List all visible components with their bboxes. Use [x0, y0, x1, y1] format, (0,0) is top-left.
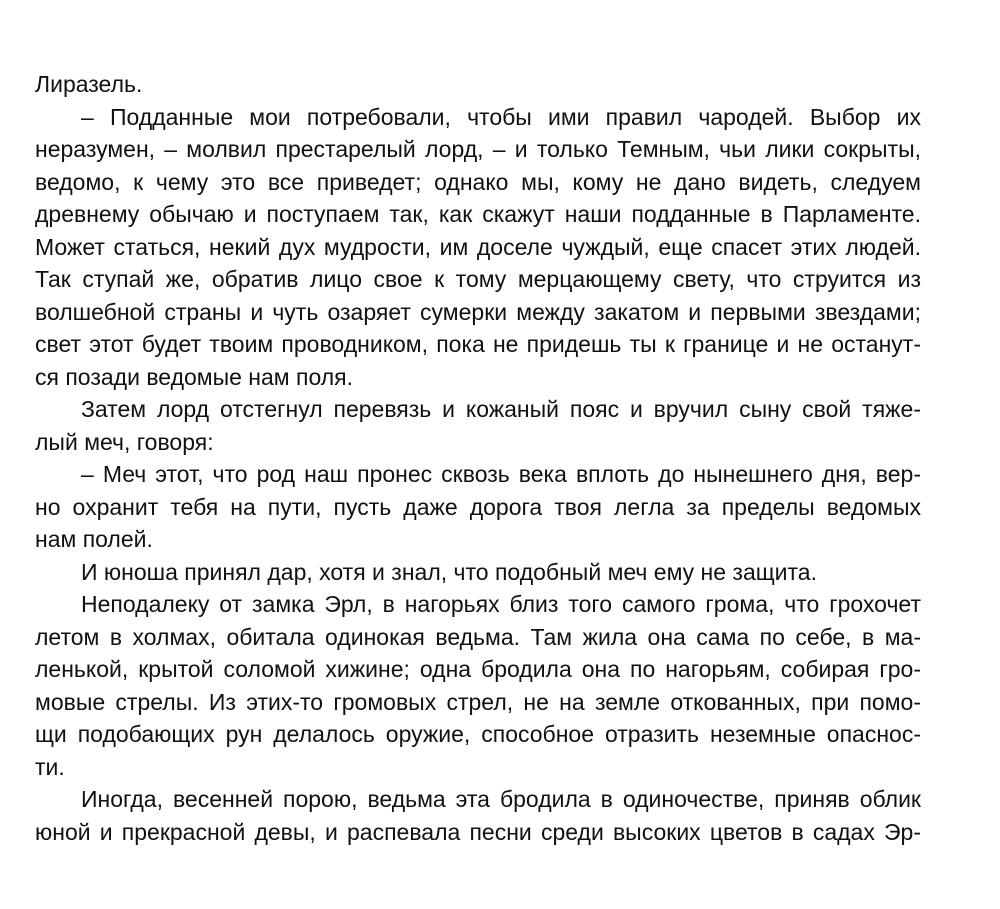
text-line: неразумен, – молвил престарелый лорд, – и только Темным, чьи лики сокрыты,: [35, 136, 921, 162]
text-line: Иногда, весенней порою, ведьма эта бродила в одиночестве, приняв облик: [81, 786, 921, 812]
text-line: – Подданные мои потребовали, чтобы ими правил чародей. Выбор их: [81, 103, 921, 130]
paragraph-lord-speech: [35, 101, 921, 394]
paragraph-lirazel-end: [35, 68, 921, 101]
text-line: ленькой, крытой соломой хижине; одна бродила она по нагорьям, собирая гро-: [35, 656, 921, 682]
paragraph-sword-speech: [35, 458, 921, 556]
text-line: мовые стрелы. Из этих-то громовых стрел, не на земле откованных, при помо-: [35, 688, 921, 715]
text-line: ведомо, к чему это все приведет; однако мы, кому не дано видеть, следуем: [35, 168, 921, 195]
text-line: Неподалеку от замка Эрл, в нагорьях близ того самого грома, что грохочет: [81, 591, 921, 617]
text-line: но охранит тебя на пути, пусть даже дорога твоя легла за пределы ведомых: [35, 493, 921, 520]
text-line: ти.: [35, 753, 65, 780]
book-page: [35, 68, 921, 848]
text-line: лый меч, говоря:: [35, 428, 214, 455]
text-line: Затем лорд отстегнул перевязь и кожаный пояс и вручил сыну свой тяже-: [81, 396, 921, 422]
text-line: юной и прекрасной девы, и распевала песни среди высоких цветов в садах Эр-: [35, 818, 921, 845]
text-line: Так ступай же, обратив лицо свое к тому мерцающему свету, что струится из: [35, 266, 921, 292]
text-line: Лиразель.: [35, 71, 143, 97]
text-line: нам полей.: [35, 526, 153, 552]
text-line: И юноша принял дар, хотя и знал, что подобный меч ему не защита.: [81, 558, 817, 585]
paragraph-youth-accepted: [35, 556, 921, 589]
paragraph-sword-gift: [35, 393, 921, 458]
text-line: древнему обычаю и поступаем так, как скажут наши подданные в Парламенте.: [35, 201, 921, 227]
paragraph-witch-spring: [35, 783, 921, 848]
text-line: свет этот будет твоим проводником, пока не придешь ты к границе и не останут-: [35, 331, 921, 357]
page-text: [35, 68, 921, 848]
text-line: Может статься, некий дух мудрости, им доселе чуждый, еще спасет этих людей.: [35, 233, 921, 260]
paragraph-witch: [35, 588, 921, 783]
text-line: ся позади ведомые нам поля.: [35, 363, 354, 390]
text-line: летом в холмах, обитала одинокая ведьма. Там жила она сама по себе, в ма-: [35, 623, 921, 650]
text-line: щи подобающих рун делалось оружие, способное отразить неземные опаснос-: [35, 721, 921, 747]
text-line: – Меч этот, что род наш пронес сквозь века вплоть до нынешнего дня, вер-: [81, 461, 921, 487]
text-line: волшебной страны и чуть озаряет сумерки между закатом и первыми звездами;: [35, 298, 921, 325]
